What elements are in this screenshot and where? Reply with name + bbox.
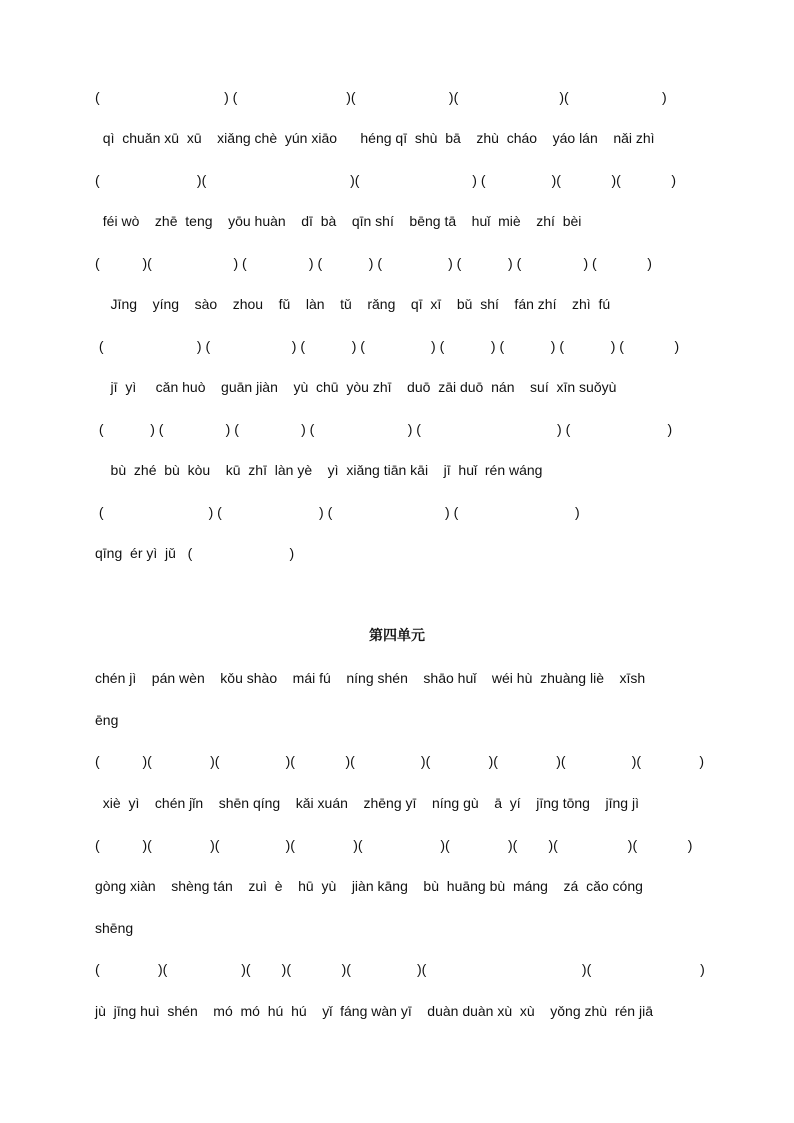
- pinyin-row: bù zhé bù kòu kū zhī làn yè yì xiǎng tiān kāi jī huǐ rén wáng: [95, 462, 543, 478]
- answer-blanks-row: ( ) ( ) ( ) ( ) ( ) ( ): [95, 421, 673, 437]
- answer-blanks-row: ( )( ) ( ) ( ) ( ) ( ) ( ) ( ): [95, 255, 652, 271]
- pinyin-row-continuation: ēng: [95, 712, 119, 728]
- pinyin-row: Jīng yíng sào zhou fǔ làn tǔ rǎng qī xī bǔ shí fán zhí zhì fú: [95, 296, 611, 312]
- section-title: 第四单元: [369, 628, 425, 644]
- answer-blanks-row: ( )( )( )( )( )( )( )( )( ): [95, 837, 693, 853]
- pinyin-row: qīng ér yì jǔ ( ): [95, 545, 295, 561]
- answer-blanks-row: ( ) ( )( )( )( ): [95, 89, 667, 105]
- pinyin-row: jù jīng huì shén mó mó hú hú yǐ fáng wàn yī duàn duàn xù xù yǒng zhù rén jiā: [95, 1003, 653, 1019]
- pinyin-row-continuation: shēng: [95, 920, 134, 936]
- pinyin-row: chén jì pán wèn kǒu shào mái fú níng shén shāo huǐ wéi hù zhuàng liè xīsh: [95, 670, 646, 686]
- answer-blanks-row: ( )( )( ) ( )( )( ): [95, 172, 677, 188]
- pinyin-row: gòng xiàn shèng tán zuì è hū yù jiàn kāng bù huāng bù máng zá cǎo cóng: [95, 878, 643, 894]
- pinyin-row: qì chuǎn xū xū xiǎng chè yún xiāo héng qī shù bā zhù cháo yáo lán nǎi zhì: [95, 130, 655, 146]
- answer-blanks-row: ( ) ( ) ( ) ( ) ( ) ( ) ( ) ( ): [95, 338, 680, 354]
- pinyin-row: xiè yì chén jǐn shēn qíng kǎi xuán zhēng yī níng gù ā yí jīng tōng jīng jì: [95, 795, 639, 811]
- answer-blanks-row: ( )( )( )( )( )( )( ): [95, 961, 705, 977]
- answer-blanks-row: ( ) ( ) ( ) ( ): [95, 504, 580, 520]
- answer-blanks-row: ( )( )( )( )( )( )( )( )( ): [95, 753, 705, 769]
- pinyin-row: féi wò zhē teng yōu huàn dī bà qīn shí bēng tā huǐ miè zhí bèi: [95, 213, 582, 229]
- pinyin-row: jī yì cǎn huò guān jiàn yù chū yòu zhī duō zāi duō nán suí xīn suǒyù: [95, 379, 617, 395]
